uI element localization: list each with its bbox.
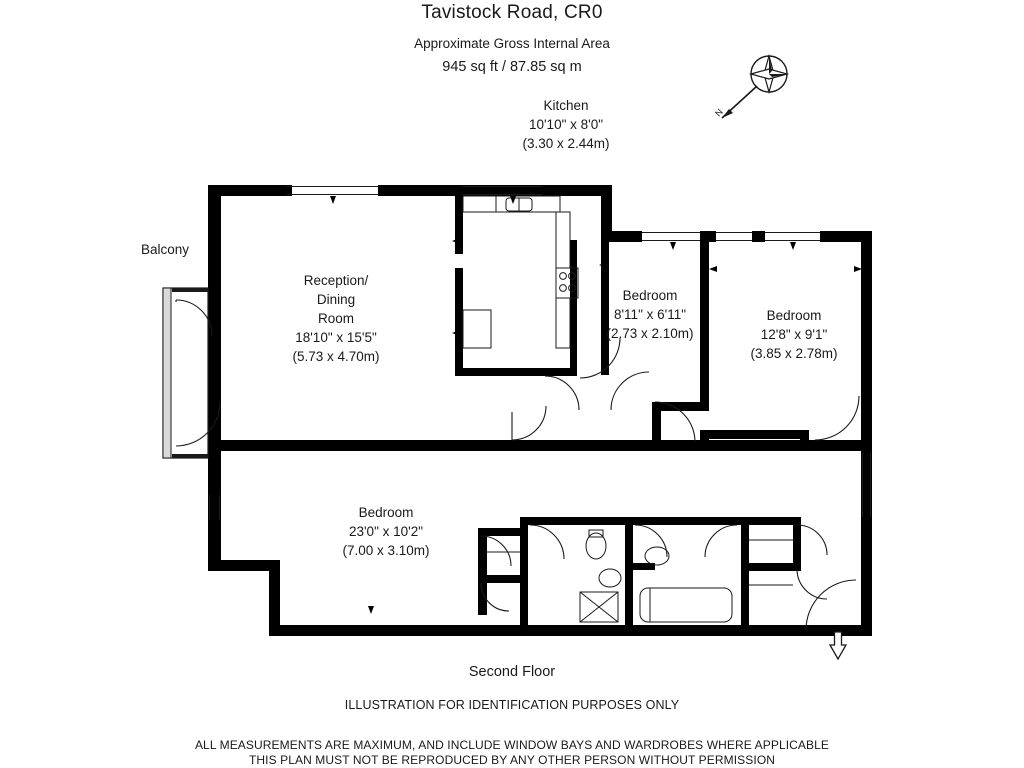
floor-label: Second Floor [468,664,556,680]
disclaimer-line-2: ALL MEASUREMENTS ARE MAXIMUM, AND INCLUDE WINDOW BAYS AND WARDROBES WHERE APPLICABLE [194,738,830,752]
compass-north-label: N [713,106,725,119]
compass-icon [713,56,787,118]
room-label-kitchen [452,96,680,153]
page-title: Tavistock Road, CR0 [421,2,603,23]
bedroom-1-dim-metric: (7.00 x 3.10m) [342,543,430,558]
bedroom-2-dim-metric: (2.73 x 2.10m) [606,326,694,341]
reception-name-line2: Dining [316,292,356,307]
disclaimer-line-3: THIS PLAN MUST NOT BE REPRODUCED BY ANY OTHER PERSON WITHOUT PERMISSION [248,753,776,767]
room-label-reception-dining [222,271,450,366]
kitchen-dim-imperial: 10'10" x 8'0" [528,117,604,132]
interior-walls [455,196,809,627]
bedroom-1-name: Bedroom [358,505,414,520]
bedroom-1-dim-imperial: 23'0" x 10'2" [348,524,424,539]
reception-dim-imperial: 18'10" x 15'5" [295,330,377,345]
bedroom-2-dim-imperial: 8'11" x 6'11" [613,307,687,322]
reception-name-line3: Room [317,311,354,326]
room-label-balcony: Balcony [141,242,190,257]
bedroom-3-dim-imperial: 12'8" x 9'1" [760,327,828,342]
room-label-bedroom-3 [686,306,902,363]
bathroom-fixtures [580,530,732,622]
kitchen-dim-metric: (3.30 x 2.44m) [522,136,610,151]
kitchen-name: Kitchen [543,98,589,113]
bedroom-3-name: Bedroom [766,308,822,323]
area-value: 945 sq ft / 87.85 sq m [442,59,582,75]
bedroom-3-dim-metric: (3.85 x 2.78m) [750,346,838,361]
entrance-arrow [830,632,846,659]
balcony-structure [163,288,208,458]
reception-name-line1: Reception/ [303,273,369,288]
bedroom-2-name: Bedroom [622,288,678,303]
room-label-bedroom-1 [272,503,500,560]
area-label: Approximate Gross Internal Area [414,36,610,51]
reception-dim-metric: (5.73 x 4.70m) [292,349,380,364]
disclaimer-line-1: ILLUSTRATION FOR IDENTIFICATION PURPOSES ONLY [344,698,680,712]
